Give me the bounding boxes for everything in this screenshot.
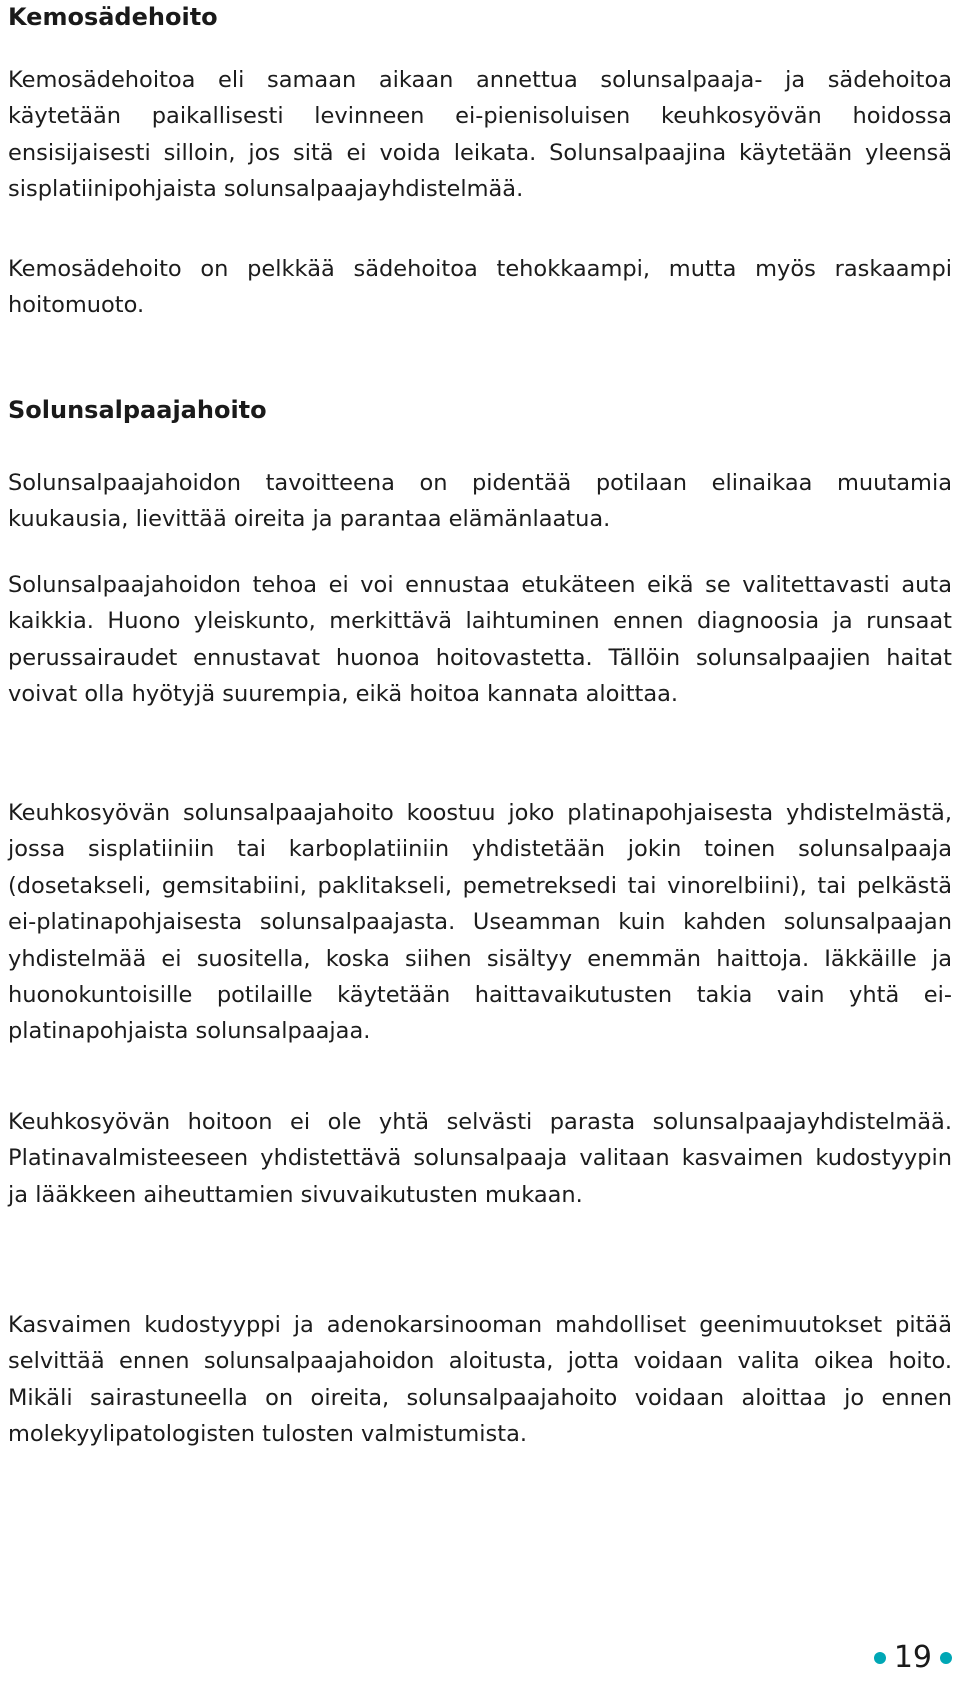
section-title-kemosadehoito: Kemosädehoito xyxy=(8,3,218,31)
paragraph: Kasvaimen kudostyyppi ja adenokarsinooman mahdolliset geenimuutokset pitää selvittää ennen solunsalpaajahoidon aloitusta, jotta voidaan valita oikea hoito. Mikäli sairastuneella on oireita, solunsalpaajahoito voidaan aloittaa jo ennen molekyylipatologisten tulosten valmistumista. xyxy=(8,1312,952,1448)
bullet-dot-icon xyxy=(874,1652,886,1664)
page-number: 19 xyxy=(893,1640,932,1675)
paragraph: Keuhkosyövän solunsalpaajahoito koostuu joko platinapohjaisesta yhdistelmästä, jossa sisplatiiniin tai karboplatiiniin yhdistetään jokin toinen solunsalpaaja (dosetakseli, gemsitabiini, paklitakseli, pemetreksedi tai vinorelbiini), tai pelkästä ei-platinapohjaisesta solunsalpaajasta. Useamman kuin kahden solunsalpaajan yhdistelmää ei suositella, koska siihen sisältyy enemmän haittoja. Iäkkäille ja huonokuntoisille potilaille käytetään haittavaikutusten takia vain yhtä ei-platinapohjaista solunsalpaajaa. xyxy=(8,800,952,1045)
paragraph: Keuhkosyövän hoitoon ei ole yhtä selvästi parasta solunsalpaajayhdistelmää. Platinavalmisteeseen yhdistettävä solunsalpaaja valitaan kasvaimen kudostyypin ja lääkkeen aiheuttamien sivuvaikutusten mukaan. xyxy=(8,1109,952,1208)
paragraph: Kemosädehoitoa eli samaan aikaan annettua solunsalpaaja- ja sädehoitoa käytetään paikallisesti levinneen ei-pienisoluisen keuhkosyövän hoidossa ensisijaisesti silloin, jos sitä ei voida leikata. Solunsalpaajina käytetään yleensä sisplatiinipohjaista solunsalpaajayhdistelmää. xyxy=(8,67,952,203)
paragraph: Solunsalpaajahoidon tavoitteena on pidentää potilaan elinaikaa muutamia kuukausia, lievittää oireita ja parantaa elämänlaatua. xyxy=(8,470,952,533)
paragraph: Kemosädehoito on pelkkää sädehoitoa tehokkaampi, mutta myös raskaampi hoitomuoto. xyxy=(8,256,952,319)
page-footer xyxy=(874,1640,952,1675)
section-title-solunsalpaajahoito: Solunsalpaajahoito xyxy=(8,396,267,424)
bullet-dot-icon xyxy=(940,1652,952,1664)
paragraph: Solunsalpaajahoidon tehoa ei voi ennustaa etukäteen eikä se valitettavasti auta kaikkia. Huono yleiskunto, merkittävä laihtuminen ennen diagnoosia ja runsaat perussairaudet ennustavat huonoa hoitovastetta. Tällöin solunsalpaajien haitat voivat olla hyötyjä suurempia, eikä hoitoa kannata aloittaa. xyxy=(8,572,952,708)
